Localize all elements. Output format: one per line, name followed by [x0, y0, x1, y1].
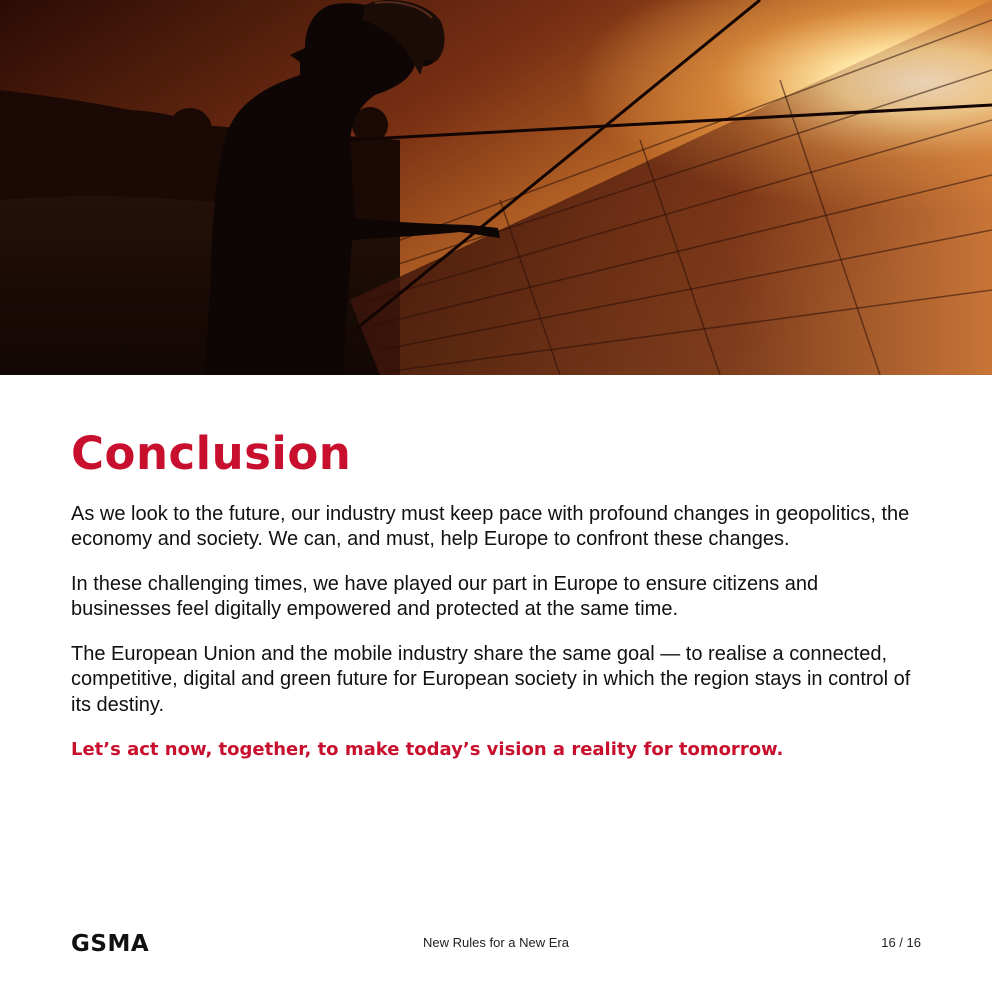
paragraph-2: In these challenging times, we have played our part in Europe to ensure citizens and businesses feel digitally empowered and protected at the same time. [71, 572, 819, 621]
call-to-action: Let’s act now, together, to make today’s vision a reality for tomorrow. [71, 739, 784, 761]
document-title: New Rules for a New Era [423, 935, 569, 950]
solar-worker-photo [0, 0, 992, 375]
page-footer [71, 930, 921, 958]
gsma-logo: GSMA [71, 931, 150, 957]
main-content [71, 428, 921, 762]
page-title: Conclusion [71, 427, 352, 480]
page-number: 16 / 16 [881, 935, 921, 950]
paragraph-1: As we look to the future, our industry must keep pace with profound changes in geopolitics, the economy and society. We can, and must, help Europe to confront these changes. [71, 502, 910, 551]
hero-image [0, 0, 992, 375]
paragraph-3: The European Union and the mobile industry share the same goal — to realise a connected, competitive, digital and green future for European society in which the region stays in control of its destiny. [71, 642, 911, 716]
